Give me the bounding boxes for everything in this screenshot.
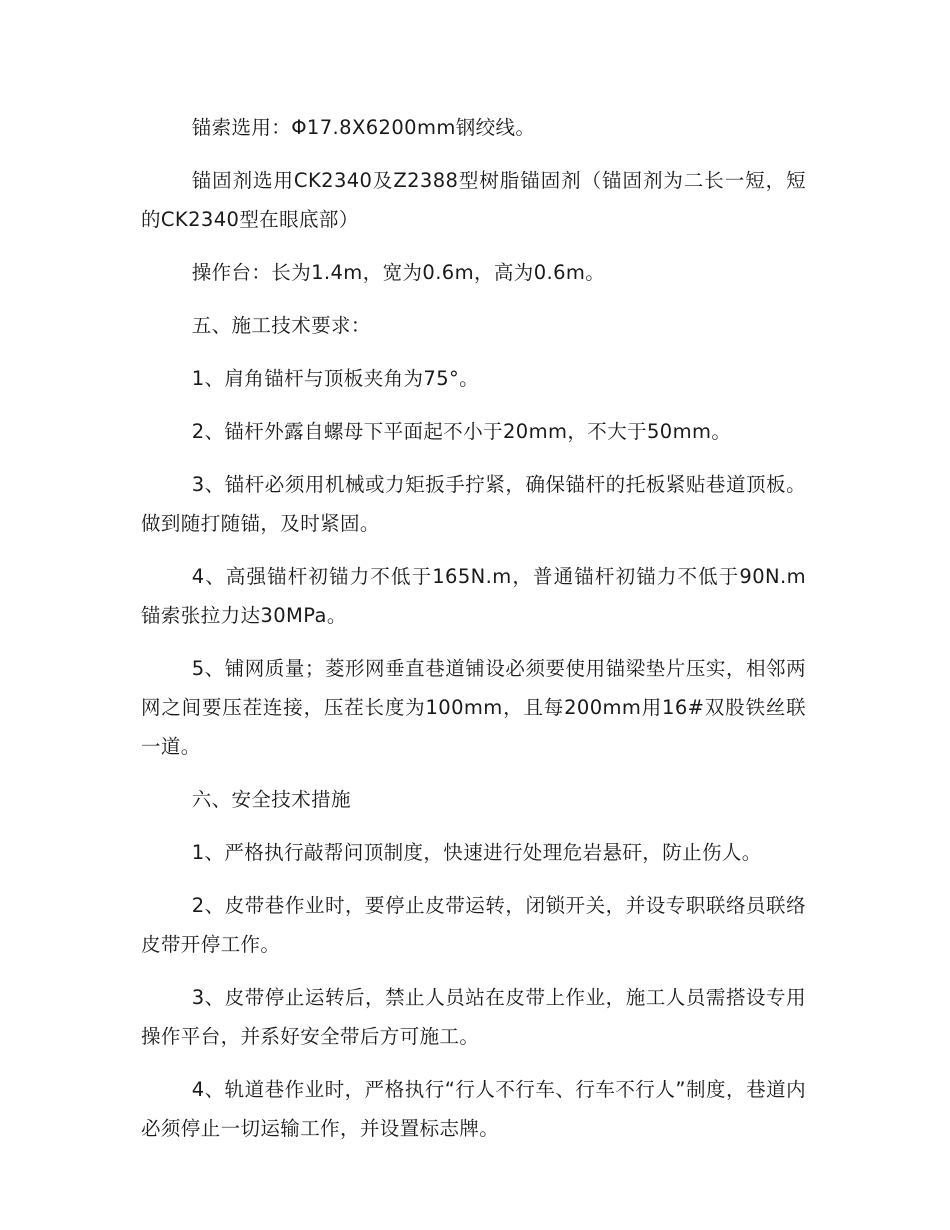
section-heading-construction-requirements: 五、施工技术要求： — [191, 314, 371, 337]
paragraph-requirement-2: 2、锚杆外露自螺母下平面起不小于20mm，不大于50mm。 — [191, 420, 732, 443]
paragraph-safety-1: 1、严格执行敲帮问顶制度，快速进行处理危岩悬矸，防止伤人。 — [191, 841, 762, 864]
paragraph-safety-2: 2、皮带巷作业时，要停止皮带运转，闭锁开关，并设专职联络员联络皮带开停工作。 — [141, 894, 806, 956]
paragraph-requirement-3: 3、锚杆必须用机械或力矩扳手拧紧，确保锚杆的托板紧贴巷道顶板。做到随打随锚，及时紧固。 — [141, 473, 806, 535]
paragraph-anchor-cable-spec: 锚索选用：Φ17.8X6200mm钢绞线。 — [191, 116, 536, 139]
paragraph-safety-3: 3、皮带停止运转后，禁止人员站在皮带上作业，施工人员需搭设专用操作平台，并系好安全带后方可施工。 — [141, 986, 806, 1048]
paragraph-safety-4: 4、轨道巷作业时，严格执行“行人不行车、行车不行人”制度，巷道内必须停止一切运输工作，并设置标志牌。 — [141, 1078, 806, 1140]
paragraph-requirement-1: 1、肩角锚杆与顶板夹角为75°。 — [191, 367, 480, 390]
paragraph-operating-platform: 操作台：长为1.4m，宽为0.6m，高为0.6m。 — [191, 261, 606, 284]
paragraph-anchoring-agent: 锚固剂选用CK2340及Z2388型树脂锚固剂（锚固剂为二长一短，短的CK2340型在眼底部） — [141, 169, 806, 231]
paragraph-requirement-4: 4、高强锚杆初锚力不低于165N.m，普通锚杆初锚力不低于90N.m锚索张拉力达30MPa。 — [141, 565, 806, 627]
section-heading-safety-measures: 六、安全技术措施 — [191, 788, 351, 811]
paragraph-requirement-5: 5、铺网质量；菱形网垂直巷道铺设必须要使用锚梁垫片压实，相邻两网之间要压茬连接，压茬长度为100mm，且每200mm用16#双股铁丝联一道。 — [141, 657, 806, 758]
document-body — [141, 108, 806, 1148]
